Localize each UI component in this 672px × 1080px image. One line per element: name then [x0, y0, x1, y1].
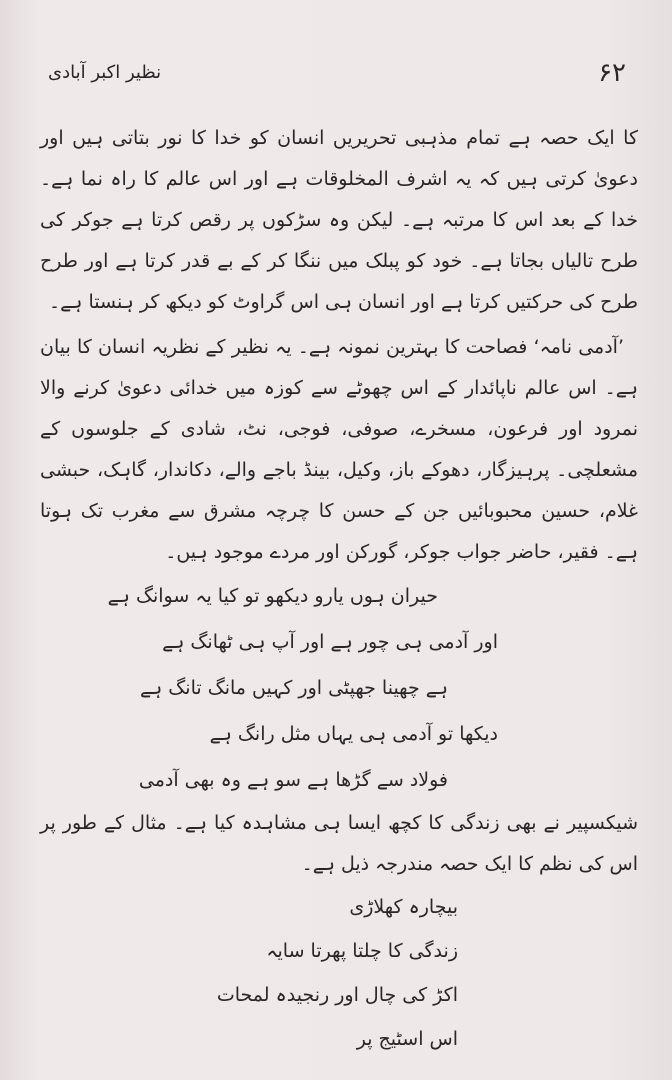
verse-line: زندگی کا چلتا پھرتا سایہ — [266, 940, 458, 962]
verse-line: فولاد سے گڑھا ہے سو ہے وہ بھی آدمی — [138, 769, 448, 791]
page-number: ۶۲ — [598, 58, 626, 88]
verse-line: دیکھا تو آدمی ہی یہاں مثل رانگ ہے — [209, 723, 498, 745]
verse-line: ہے چھینا جھپٹی اور کہیں مانگ تانگ ہے — [139, 677, 448, 699]
poem-stanza-shakespeare — [40, 885, 638, 1061]
paragraph-3: شیکسپیر نے بھی زندگی کا کچھ ایسا ہی مشاہدہ کیا ہے۔ مثال کے طور پر اس کی نظم کا ایک حصہ مندرجہ ذیل ہے۔ — [40, 812, 638, 875]
page-header — [40, 58, 632, 94]
verse-line: حیران ہوں یارو دیکھو تو کیا یہ سوانگ ہے — [107, 585, 438, 607]
verse-line: بیچارہ کھلاڑی — [349, 896, 458, 918]
poem-stanza-nazeer — [40, 573, 638, 803]
verse-line: اس اسٹیج پر — [356, 1028, 458, 1050]
verse-line: اور آدمی ہی چور ہے اور آپ ہی ٹھانگ ہے — [162, 631, 498, 653]
paragraph-2: ’آدمی نامہ‘ فصاحت کا بہترین نمونہ ہے۔ یہ نظیر کے نظریہ انسان کا بیان ہے۔ اس عالم ناپائدار کے اس چھوٹے سے کوزہ میں خدائی دعویٰ کرنے والا نمرود اور فرعون، مسخرے، صوفی، فوجی، نٹ، شادی کے جلوسوں کے مشعلچی۔ پرہیزگار، دھوکے باز، وکیل، بینڈ باجے والے، دکاندار، گاہک، حبشی غلام، حسین محبوبائیں جن کے حسن کا چرچہ مشرق سے مغرب تک ہوتا ہے۔ فقیر، حاضر جواب جوکر، گورکن اور مردے موجود ہیں۔ — [40, 336, 638, 563]
paragraph-1: کا ایک حصہ ہے تمام مذہبی تحریریں انسان کو خدا کا نور بتاتی ہیں اور دعویٰ کرتی ہیں کہ یہ اشرف المخلوقات ہے اور اس عالم کا راہ نما ہے۔ خدا کے بعد اس کا مرتبہ ہے۔ لیکن وہ سڑکوں پر رقص کرتا ہے جوکر کی طرح تالیاں بجاتا ہے۔ خود کو پبلک میں ننگا کر کے بے قدر کرتا ہے اور طرح طرح کی حرکتیں کرتا ہے اور انسان ہی اس گراوٹ کو دیکھ کر ہنستا ہے۔ — [40, 127, 638, 313]
verse-line: اکڑ کی چال اور رنجیدہ لمحات — [216, 984, 458, 1006]
running-title: نظیر اکبر آبادی — [48, 62, 162, 83]
page-body — [40, 118, 638, 1061]
